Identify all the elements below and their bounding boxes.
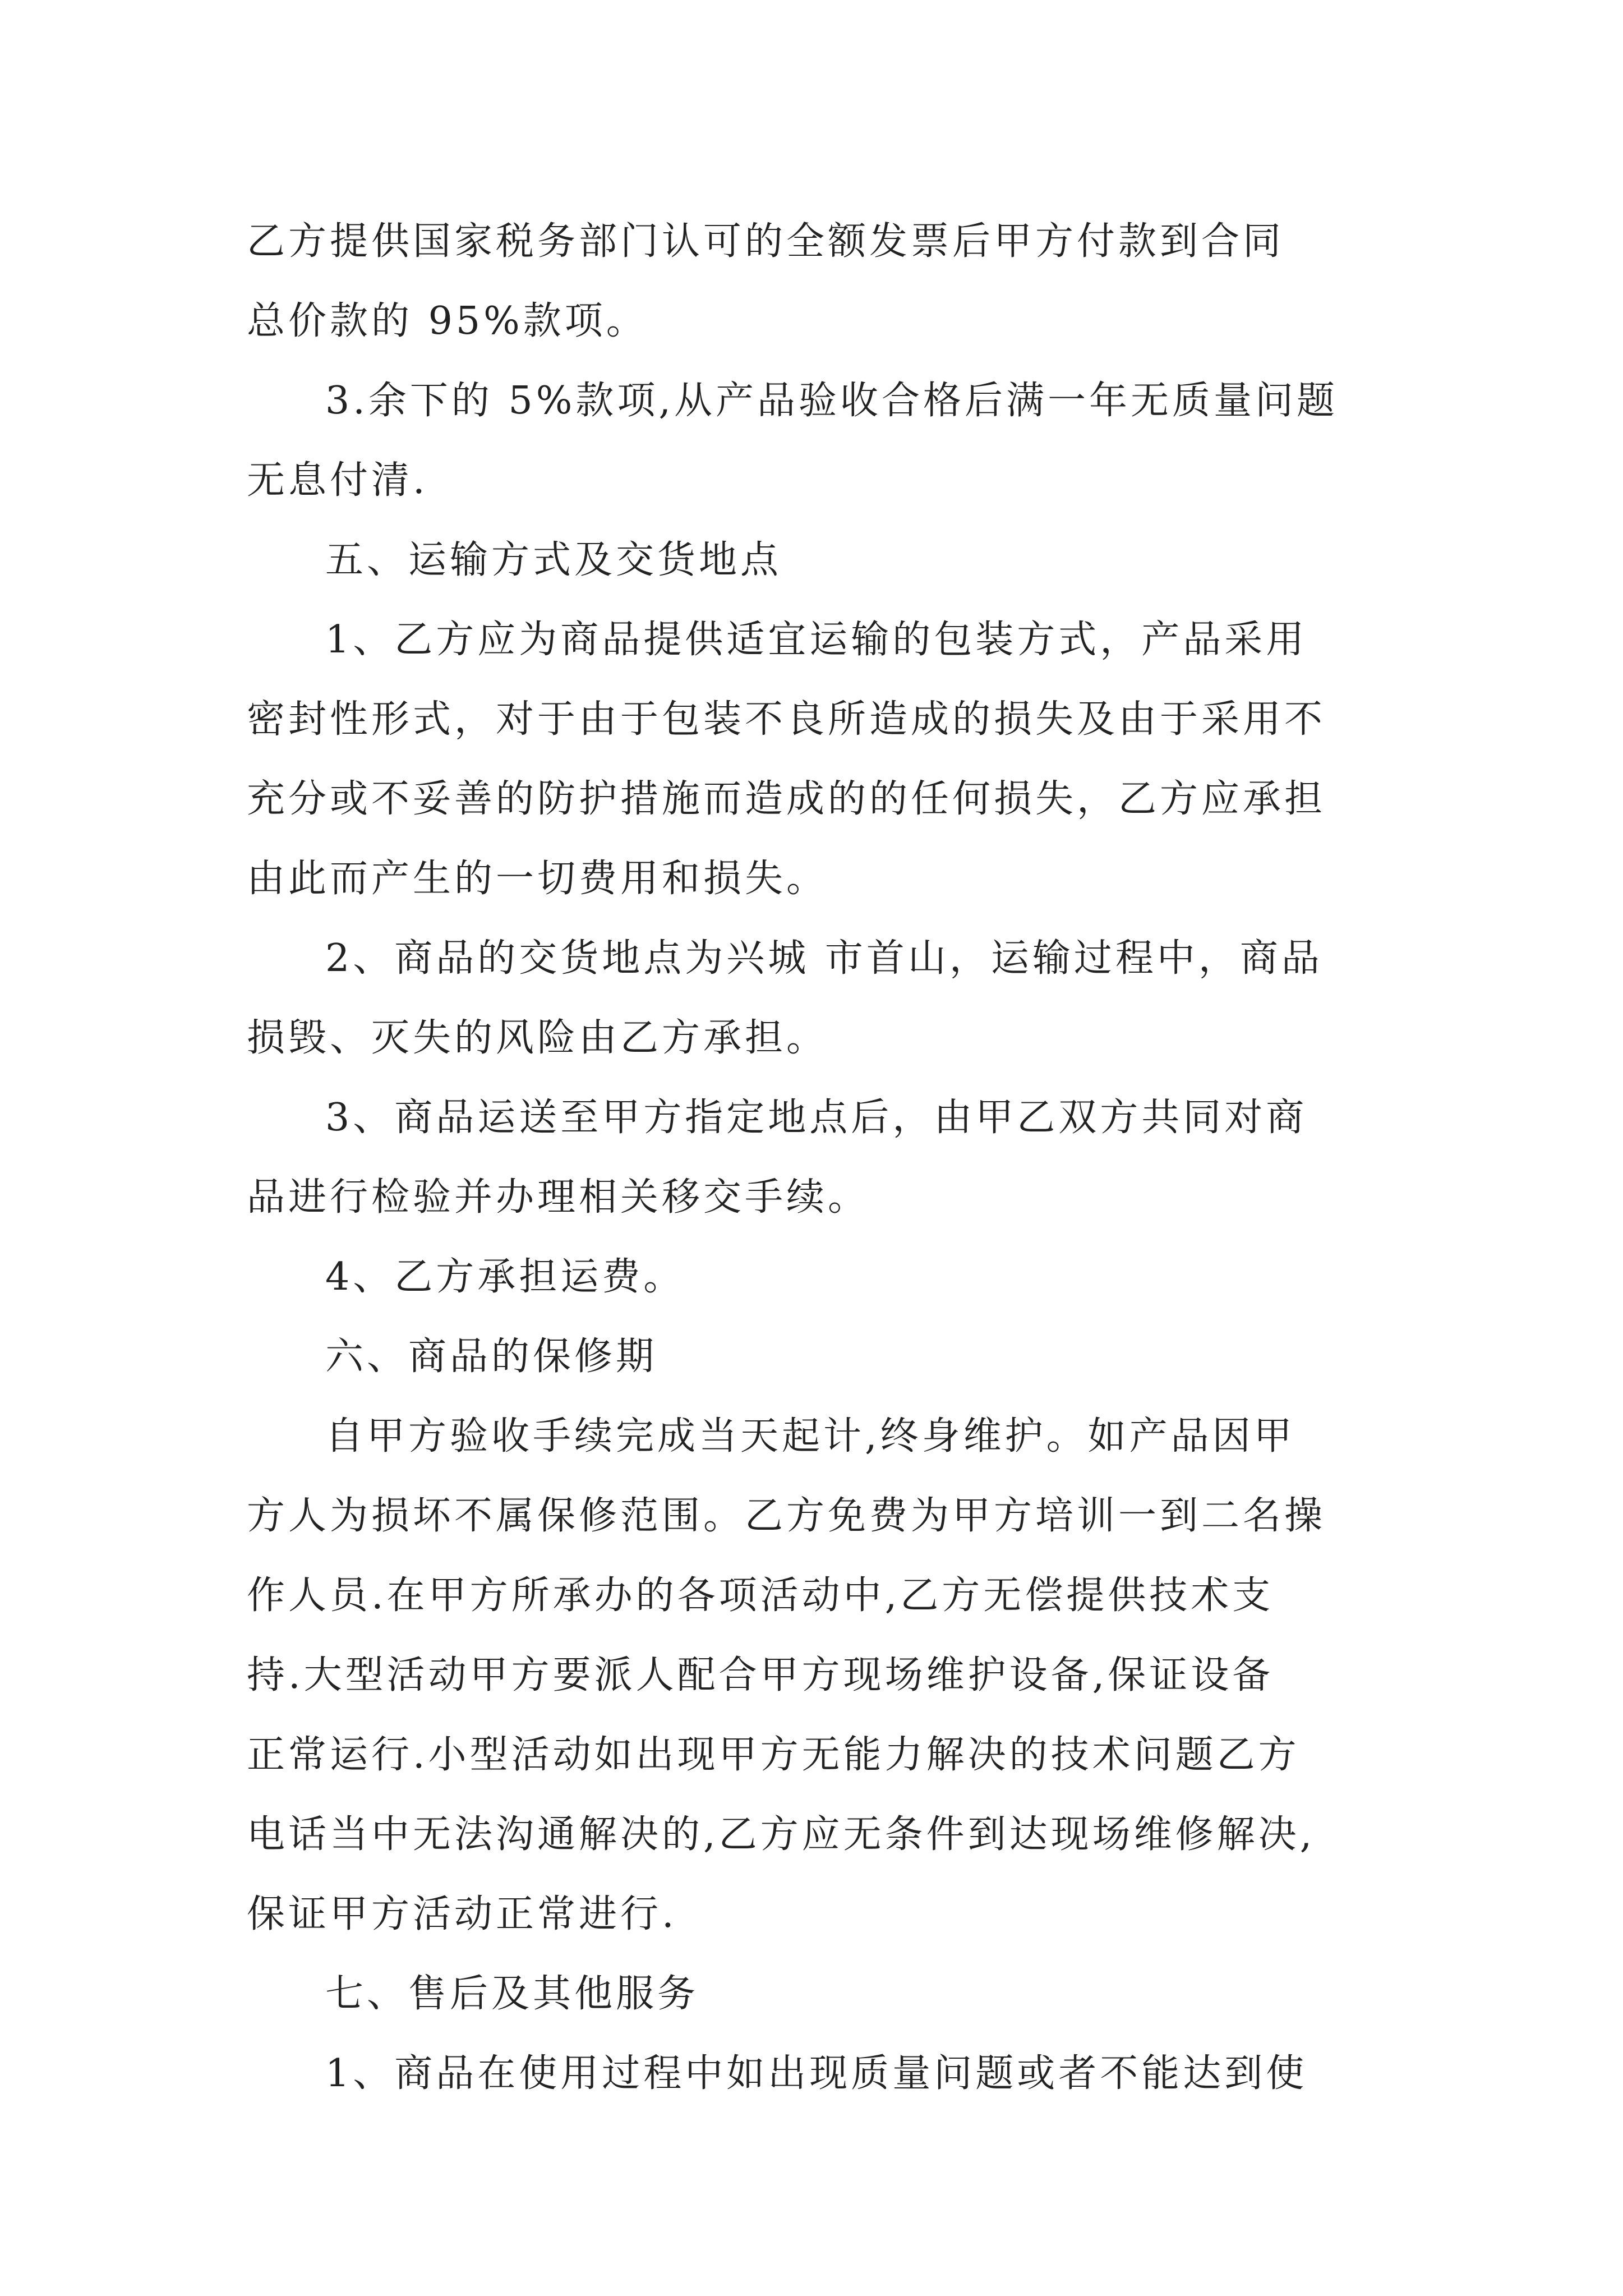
document-body bbox=[247, 202, 1391, 2114]
text-line: 1、商品在使用过程中如出现质量问题或者不能达到使 bbox=[325, 2051, 1308, 2096]
text-line: 品进行检验并办理相关移交手续。 bbox=[247, 1175, 870, 1220]
text-line: 密封性形式，对于由于包装不良所造成的损失及由于采用不 bbox=[247, 697, 1326, 742]
section-heading: 六、商品的保修期 bbox=[325, 1335, 658, 1379]
text-line: 正常运行.小型活动如出现甲方无能力解决的技术问题乙方 bbox=[247, 1733, 1300, 1777]
text-line: 1、乙方应为商品提供适宜运输的包装方式，产品采用 bbox=[325, 618, 1308, 662]
text-line: 持.大型活动甲方要派人配合甲方现场维护设备,保证设备 bbox=[247, 1653, 1274, 1697]
text-line: 保证甲方活动正常进行. bbox=[247, 1892, 677, 1936]
text-line: 乙方提供国家税务部门认可的全额发票后甲方付款到合同 bbox=[247, 219, 1285, 264]
text-line: 由此而产生的一切费用和损失。 bbox=[247, 857, 828, 901]
text-line: 自甲方验收手续完成当天起计,终身维护。如产品因甲 bbox=[325, 1414, 1295, 1458]
text-line: 作人员.在甲方所承办的各项活动中,乙方无偿提供技术支 bbox=[247, 1573, 1274, 1618]
text-line: 损毁、灭失的风险由乙方承担。 bbox=[247, 1016, 828, 1060]
text-line: 无息付清. bbox=[247, 458, 428, 503]
text-line: 2、商品的交货地点为兴城 市首山，运输过程中，商品 bbox=[325, 936, 1323, 981]
text-line: 方人为损坏不属保修范围。乙方免费为甲方培训一到二名操 bbox=[247, 1494, 1326, 1538]
text-line: 充分或不妥善的防护措施而造成的的任何损失，乙方应承担 bbox=[247, 777, 1326, 821]
text-line: 4、乙方承担运费。 bbox=[325, 1255, 685, 1299]
section-heading: 五、运输方式及交货地点 bbox=[325, 538, 782, 582]
section-heading: 七、售后及其他服务 bbox=[325, 1972, 699, 2016]
text-line: 电话当中无法沟通解决的,乙方应无条件到达现场维修解决, bbox=[247, 1812, 1316, 1857]
text-line: 3、商品运送至甲方指定地点后，由甲乙双方共同对商 bbox=[325, 1096, 1308, 1140]
text-line: 总价款的 95%款项。 bbox=[247, 299, 648, 343]
text-line: 3.余下的 5%款项,从产品验收合格后满一年无质量问题 bbox=[325, 379, 1338, 423]
